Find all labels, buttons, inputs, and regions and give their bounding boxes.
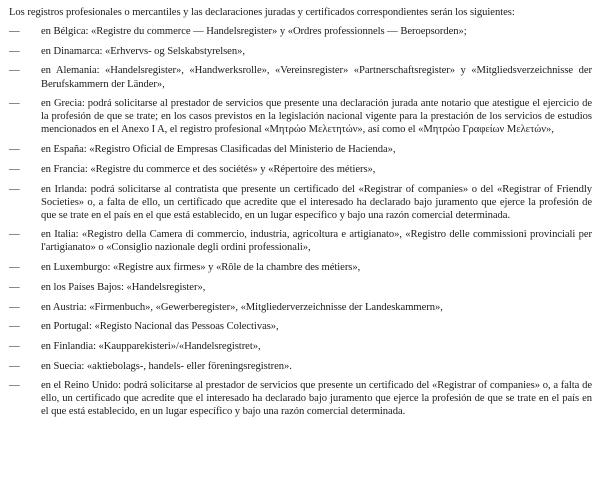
dash-marker: — [9, 163, 20, 175]
dash-marker: — [9, 360, 20, 372]
list-item [9, 301, 592, 314]
dash-marker: — [9, 45, 20, 57]
entry-text-belgium: en Bélgica: «Registre du commerce — Handelsregister» y «Ordres professionnels — Beroepsorden»; [41, 26, 467, 38]
entry-text-ireland: en Irlanda: podrá solicitarse al contratista que presente un certificado del «Registrar of companies» o del «Registrar of Friendly Societies» o, a falta de ello, un certificado que acredite que el interesado ha declarado bajo juramento que ejerce la profesión de que se trate en el país en el que está establecido, en un lugar específico y bajo una razón comercial determinada. [41, 183, 592, 221]
list-item [9, 64, 592, 90]
entry-text-portugal: en Portugal: «Registo Nacional das Pessoas Colectivas», [41, 321, 279, 333]
entry-text-united-kingdom: en el Reino Unido: podrá solicitarse al prestador de servicios que presente un certificado del «Registrar of companies» o, a falta de ello, un certificado que acredite que el interesado ha declarado bajo juramento que ejerce la profesión de que se trate en el país en el que está establecido, en un lugar específico y bajo una razón comercial determinada. [41, 380, 592, 418]
dash-marker: — [9, 262, 20, 274]
intro-paragraph: Los registros profesionales o mercantiles y las declaraciones juradas y certificados correspondientes serán los siguientes: [9, 7, 515, 18]
list-item [9, 183, 592, 222]
dash-marker: — [9, 380, 20, 392]
entry-text-finland: en Finlandia: «Kaupparekisteri»/«Handelsregistret», [41, 340, 261, 352]
list-item [9, 45, 592, 58]
dash-marker: — [9, 340, 20, 352]
list-item [9, 379, 592, 418]
list-item [9, 25, 592, 38]
list-item [9, 228, 592, 254]
list-item [9, 261, 592, 274]
entry-text-denmark: en Dinamarca: «Erhvervs- og Selskabstyrelsen», [41, 45, 245, 57]
entry-text-sweden: en Suecia: «aktiebolags-, handels- eller föreningsregistren». [41, 360, 292, 372]
dash-marker: — [9, 144, 20, 156]
dash-marker: — [9, 26, 20, 38]
list-item [9, 143, 592, 156]
registry-list [9, 25, 592, 418]
list-item [9, 340, 592, 353]
dash-marker: — [9, 183, 20, 195]
dash-marker: — [9, 229, 20, 241]
entry-text-greece: en Grecia: podrá solicitarse al prestador de servicios que presente una declaración jurada ante notario que atestigue el ejercicio de la profesión de que se trate; en los casos previstos en la legislación nacional vigente para la prestación de los servicios de estudios mencionados en el Anexo I A, el registro profesional «Μητρώο Μελετητών», así como el «Μητρώο Γραφείων Μελετών», [41, 98, 592, 136]
dash-marker: — [9, 301, 20, 313]
list-item [9, 97, 592, 136]
entry-text-spain: en España: «Registro Oficial de Empresas Clasificadas del Ministerio de Hacienda», [41, 144, 396, 156]
dash-marker: — [9, 321, 20, 333]
list-item [9, 360, 592, 373]
list-item [9, 281, 592, 294]
list-item [9, 320, 592, 333]
entry-text-luxembourg: en Luxemburgo: «Registre aux firmes» y «Rôle de la chambre des métiers», [41, 262, 361, 274]
entry-text-netherlands: en los Países Bajos: «Handelsregister», [41, 281, 206, 293]
entry-text-france: en Francia: «Registre du commerce et des sociétés» y «Répertoire des métiers», [41, 163, 376, 175]
entry-text-austria: en Austria: «Firmenbuch», «Gewerberegister», «Mitgliederverzeichnisse der Landeskammern», [41, 301, 443, 313]
entry-text-germany: en Alemania: «Handelsregister», «Handwerksrolle», «Vereinsregister» «Partnerschaftsregister» y «Mitgliedsverzeichnisse der Berufskammern der Länder», [41, 65, 592, 90]
dash-marker: — [9, 98, 20, 110]
entry-text-italy: en Italia: «Registro della Camera di commercio, industria, agricoltura e artigianato», «Registro delle commissioni provinciali per l'artigianato» o «Consiglio nazionale degli ordini professionali», [41, 229, 592, 254]
list-item [9, 163, 592, 176]
dash-marker: — [9, 65, 20, 77]
dash-marker: — [9, 281, 20, 293]
